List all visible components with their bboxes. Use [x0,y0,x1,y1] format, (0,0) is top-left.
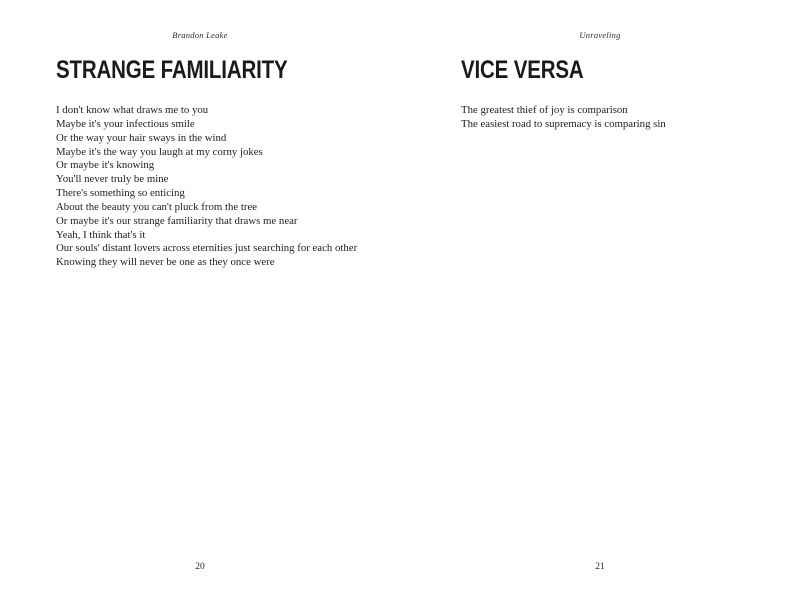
page-right-content [461,57,770,132]
page-right [400,0,800,598]
poem-body-strange-familiarity [56,104,360,270]
poem-line: You'll never truly be mine [56,173,169,186]
poem-line: There's something so enticing [56,187,185,200]
running-head-author: Brandon Leake [172,30,228,40]
page-left-content [56,57,360,270]
poem-line: About the beauty you can't pluck from the tree [56,200,258,213]
poem-line: Or maybe it's our strange familiarity that draws me near [56,214,298,227]
poem-line: Maybe it's your infectious smile [56,117,195,130]
page-number-left: 20 [195,562,205,572]
poem-line: Or the way your hair sways in the wind [56,131,227,144]
poem-line: Knowing they will never be one as they once were [56,256,275,269]
poem-line: Or maybe it's knowing [56,159,155,172]
page-number-right: 21 [595,562,605,572]
poem-line: Maybe it's the way you laugh at my corny jokes [56,145,263,158]
poem-line: The greatest thief of joy is comparison [461,104,628,116]
poem-line: I don't know what draws me to you [56,104,209,116]
poem-title-strange-familiarity: STRANGE FAMILIARITY [56,56,288,84]
running-head-title: Unraveling [579,30,621,40]
poem-title-vice-versa: VICE VERSA [461,56,584,84]
poem-line: The easiest road to supremacy is comparing sin [461,117,666,130]
poem-line: Our souls' distant lovers across eternities just searching for each other [56,242,358,255]
poem-body-vice-versa [461,104,770,132]
poem-line: Yeah, I think that's it [56,228,146,241]
